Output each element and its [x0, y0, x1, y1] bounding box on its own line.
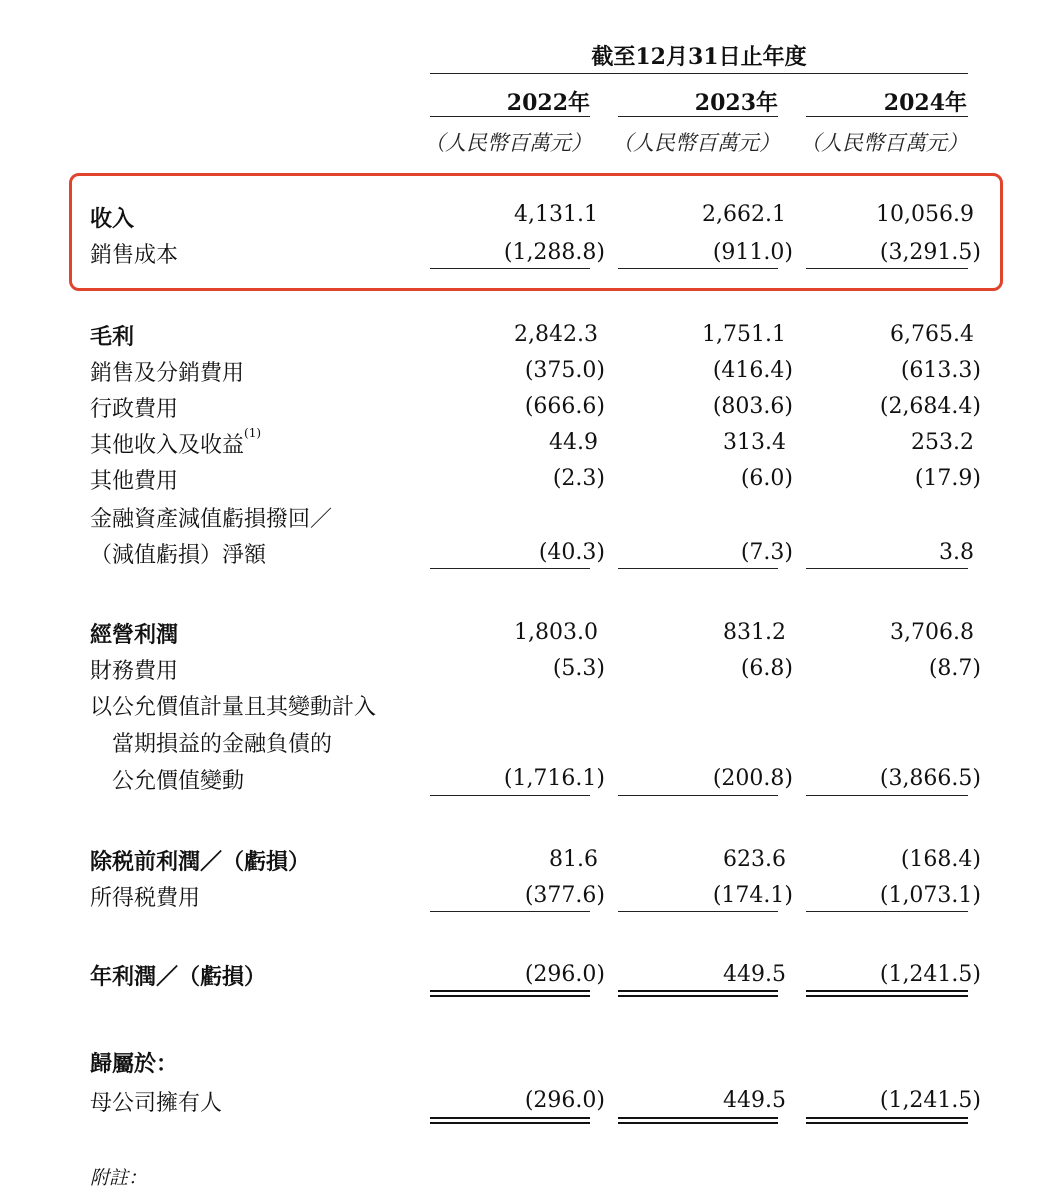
- period-header: 截至12月31日止年度: [591, 44, 807, 70]
- row-label-admin-expenses: 行政費用: [90, 397, 179, 422]
- gross-profit-2024: 6,765.4: [890, 322, 974, 347]
- header-rule: [430, 73, 968, 74]
- subtotal-rule: [430, 795, 590, 796]
- subtotal-rule: [618, 795, 778, 796]
- footnote-marker: (1): [244, 426, 262, 440]
- row-label-gross-profit: 毛利: [90, 324, 135, 350]
- impairment-2024: 3.8: [939, 540, 974, 565]
- owners-of-parent-2023: 449.5: [723, 1088, 786, 1113]
- selling-expenses-2024: (613.3): [900, 358, 981, 383]
- income-tax-2022: (377.6): [524, 883, 605, 908]
- row-label-income-tax: 所得税費用: [90, 886, 201, 911]
- cost-of-sales-2023: (911.0): [712, 240, 793, 265]
- admin-expenses-2022: (666.6): [524, 394, 605, 419]
- operating-profit-2024: 3,706.8: [890, 620, 974, 645]
- highlight-box: [69, 173, 1003, 291]
- revenue-2023: 2,662.1: [702, 202, 786, 227]
- gross-profit-2023: 1,751.1: [702, 322, 786, 347]
- profit-for-year-2023: 449.5: [723, 962, 786, 987]
- profit-before-tax-2022: 81.6: [549, 847, 598, 872]
- row-label-fair-value-line2: 當期損益的金融負債的: [112, 732, 333, 757]
- subtotal-rule: [806, 268, 968, 269]
- total-double-rule: [806, 1117, 968, 1124]
- finance-costs-2023: (6.8): [740, 656, 793, 681]
- impairment-2022: (40.3): [538, 540, 605, 565]
- year-2022: 2022年: [506, 90, 590, 116]
- subtotal-rule: [618, 268, 778, 269]
- row-label-other-expenses: 其他費用: [90, 469, 179, 494]
- finance-costs-2022: (5.3): [552, 656, 605, 681]
- other-income-2024: 253.2: [911, 430, 974, 455]
- subtotal-rule: [618, 911, 778, 912]
- owners-of-parent-2022: (296.0): [524, 1088, 605, 1113]
- owners-of-parent-2024: (1,241.5): [879, 1088, 981, 1113]
- unit-2024: （人民幣百萬元）: [800, 131, 968, 155]
- subtotal-rule: [430, 568, 590, 569]
- unit-2023: （人民幣百萬元）: [612, 131, 780, 155]
- footnote-heading: 附註：: [90, 1167, 148, 1189]
- subtotal-rule: [806, 795, 968, 796]
- row-label-impairment-line2: （減值虧損）淨額: [90, 543, 267, 568]
- other-income-label-text: 其他收入及收益: [90, 433, 245, 458]
- profit-for-year-2022: (296.0): [524, 962, 605, 987]
- profit-before-tax-2024: (168.4): [900, 847, 981, 872]
- total-double-rule: [618, 990, 778, 997]
- total-double-rule: [618, 1117, 778, 1124]
- year-rule-2024: [806, 116, 968, 117]
- row-label-revenue: 收入: [90, 206, 135, 232]
- row-label-attributable-to: 歸屬於：: [90, 1051, 179, 1077]
- operating-profit-2023: 831.2: [723, 620, 786, 645]
- row-label-cost-of-sales: 銷售成本: [90, 243, 179, 268]
- fair-value-change-2024: (3,866.5): [879, 766, 981, 791]
- admin-expenses-2024: (2,684.4): [879, 394, 981, 419]
- finance-costs-2024: (8.7): [928, 656, 981, 681]
- row-label-other-income: [90, 428, 261, 459]
- profit-before-tax-2023: 623.6: [723, 847, 786, 872]
- subtotal-rule: [430, 268, 590, 269]
- fair-value-change-2022: (1,716.1): [503, 766, 605, 791]
- profit-for-year-2024: (1,241.5): [879, 962, 981, 987]
- row-label-selling-expenses: 銷售及分銷費用: [90, 361, 245, 386]
- subtotal-rule: [618, 568, 778, 569]
- year-2023: 2023年: [694, 90, 778, 116]
- selling-expenses-2022: (375.0): [524, 358, 605, 383]
- other-income-2023: 313.4: [723, 430, 786, 455]
- row-label-profit-before-tax: 除税前利潤／（虧損）: [90, 849, 311, 875]
- cost-of-sales-2024: (3,291.5): [879, 240, 981, 265]
- impairment-2023: (7.3): [740, 540, 793, 565]
- row-label-fair-value-line1: 以公允價值計量且其變動計入: [90, 695, 377, 720]
- subtotal-rule: [806, 911, 968, 912]
- revenue-2024: 10,056.9: [876, 202, 974, 227]
- other-expenses-2024: (17.9): [914, 466, 981, 491]
- revenue-2022: 4,131.1: [514, 202, 598, 227]
- operating-profit-2022: 1,803.0: [514, 620, 598, 645]
- row-label-owners-of-parent: 母公司擁有人: [90, 1091, 223, 1116]
- income-tax-2024: (1,073.1): [879, 883, 981, 908]
- subtotal-rule: [430, 911, 590, 912]
- year-rule-2023: [618, 116, 778, 117]
- admin-expenses-2023: (803.6): [712, 394, 793, 419]
- total-double-rule: [806, 990, 968, 997]
- row-label-operating-profit: 經營利潤: [90, 622, 179, 648]
- other-expenses-2022: (2.3): [552, 466, 605, 491]
- year-2024: 2024年: [883, 90, 967, 116]
- row-label-profit-for-year: 年利潤／（虧損）: [90, 964, 267, 990]
- total-double-rule: [430, 1117, 590, 1124]
- other-income-2022: 44.9: [549, 430, 598, 455]
- row-label-impairment-line1: 金融資產減值虧損撥回／: [90, 507, 333, 532]
- selling-expenses-2023: (416.4): [712, 358, 793, 383]
- unit-2022: （人民幣百萬元）: [424, 131, 592, 155]
- total-double-rule: [430, 990, 590, 997]
- gross-profit-2022: 2,842.3: [514, 322, 598, 347]
- row-label-fair-value-line3: 公允價值變動: [112, 769, 245, 794]
- subtotal-rule: [806, 568, 968, 569]
- other-expenses-2023: (6.0): [740, 466, 793, 491]
- fair-value-change-2023: (200.8): [712, 766, 793, 791]
- row-label-finance-costs: 財務費用: [90, 659, 179, 684]
- year-rule-2022: [430, 116, 590, 117]
- income-tax-2023: (174.1): [712, 883, 793, 908]
- cost-of-sales-2022: (1,288.8): [503, 240, 605, 265]
